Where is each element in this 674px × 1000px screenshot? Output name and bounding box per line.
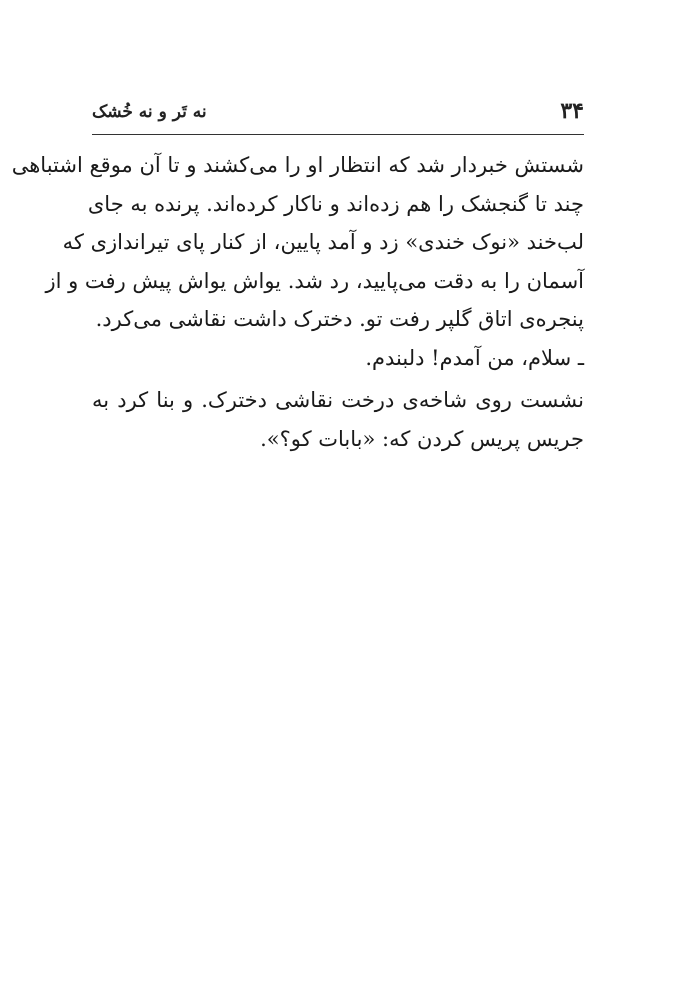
text-line-3: لب‌خند «نوک خندی» زد و آمد پایین، از کنار پای تیراندازی که — [62, 230, 584, 254]
book-title: نه تَر و نه خُشک — [92, 102, 207, 122]
text-line-8: جریس پریس کردن که: «بابات کو؟». — [260, 426, 584, 451]
text-line-4: آسمان را به دقت می‌پایید، رد شد. یواش یواش پیش رفت و از — [45, 268, 584, 293]
text-line-1: شستش خبردار شد که انتظار او را می‌کشند و تا آن موقع اشتباهی — [11, 153, 584, 177]
header-divider — [92, 134, 584, 135]
text-line-5: پنجره‌ی اتاق گلپر رفت تو. دخترک داشت نقاشی می‌کرد. — [95, 307, 584, 331]
dialogue-line: ـ سلام، من آمدم! دلبندم. — [365, 345, 584, 370]
page-number: ۳۴ — [560, 98, 584, 124]
body-text — [11, 146, 584, 458]
text-line-2: چند تا گنجشک را هم زده‌اند و ناکار کرده‌اند. پرنده به جای — [87, 191, 584, 216]
running-head — [92, 96, 584, 128]
text-line-7: نشست روی شاخه‌ی درخت نقاشی دخترک. و بنا کرد به — [92, 388, 584, 412]
